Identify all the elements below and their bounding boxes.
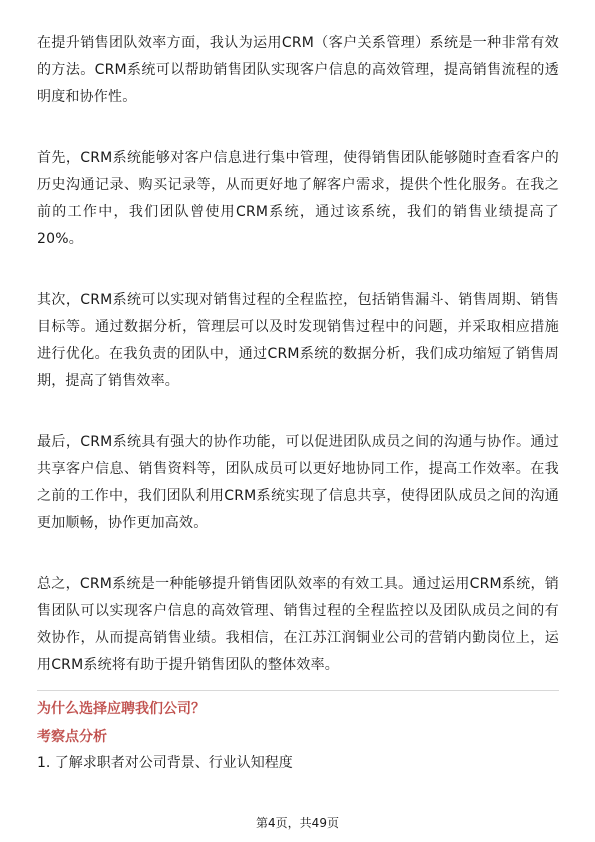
document-body (37, 30, 559, 774)
answer-paragraph-4: 最后，CRM系统具有强大的协作功能，可以促进团队成员之间的沟通与协作。通过共享客户信息、销售资料等，团队成员可以更好地协同工作，提高工作效率。在我之前的工作中，我们团队利用CRM系统实现了信息共享，使得团队成员之间的沟通更加顺畅，协作更加高效。 (37, 434, 559, 531)
page-number: 第4页，共49页 (256, 816, 339, 830)
analysis-heading: 考察点分析 (37, 729, 107, 745)
section-divider (37, 690, 559, 691)
answer-paragraph-3: 其次，CRM系统可以实现对销售过程的全程监控，包括销售漏斗、销售周期、销售目标等。通过数据分析，管理层可以及时发现销售过程中的问题，并采取相应措施进行优化。在我负责的团队中，通过CRM系统的数据分析，我们成功缩短了销售周期，提高了销售效率。 (37, 292, 559, 389)
answer-paragraph-1: 在提升销售团队效率方面，我认为运用CRM（客户关系管理）系统是一种非常有效的方法。CRM系统可以帮助销售团队实现客户信息的高效管理，提高销售流程的透明度和协作性。 (37, 35, 559, 105)
interview-question: 为什么选择应聘我们公司？ (37, 701, 205, 717)
answer-paragraph-5: 总之，CRM系统是一种能够提升销售团队效率的有效工具。通过运用CRM系统，销售团队可以实现客户信息的高效管理、销售过程的全程监控以及团队成员之间的有效协作，从而提高销售业绩。我相信，在江苏江润铜业公司的营销内勤岗位上，运用CRM系统将有助于提升销售团队的整体效率。 (37, 576, 559, 673)
list-item: 1. 了解求职者对公司背景、行业认知程度 (37, 755, 293, 771)
answer-paragraph-2: 首先，CRM系统能够对客户信息进行集中管理，使得销售团队能够随时查看客户的历史沟通记录、购买记录等，从而更好地了解客户需求，提供个性化服务。在我之前的工作中，我们团队曾使用CRM系统，通过该系统，我们的销售业绩提高了20%。 (37, 150, 559, 247)
